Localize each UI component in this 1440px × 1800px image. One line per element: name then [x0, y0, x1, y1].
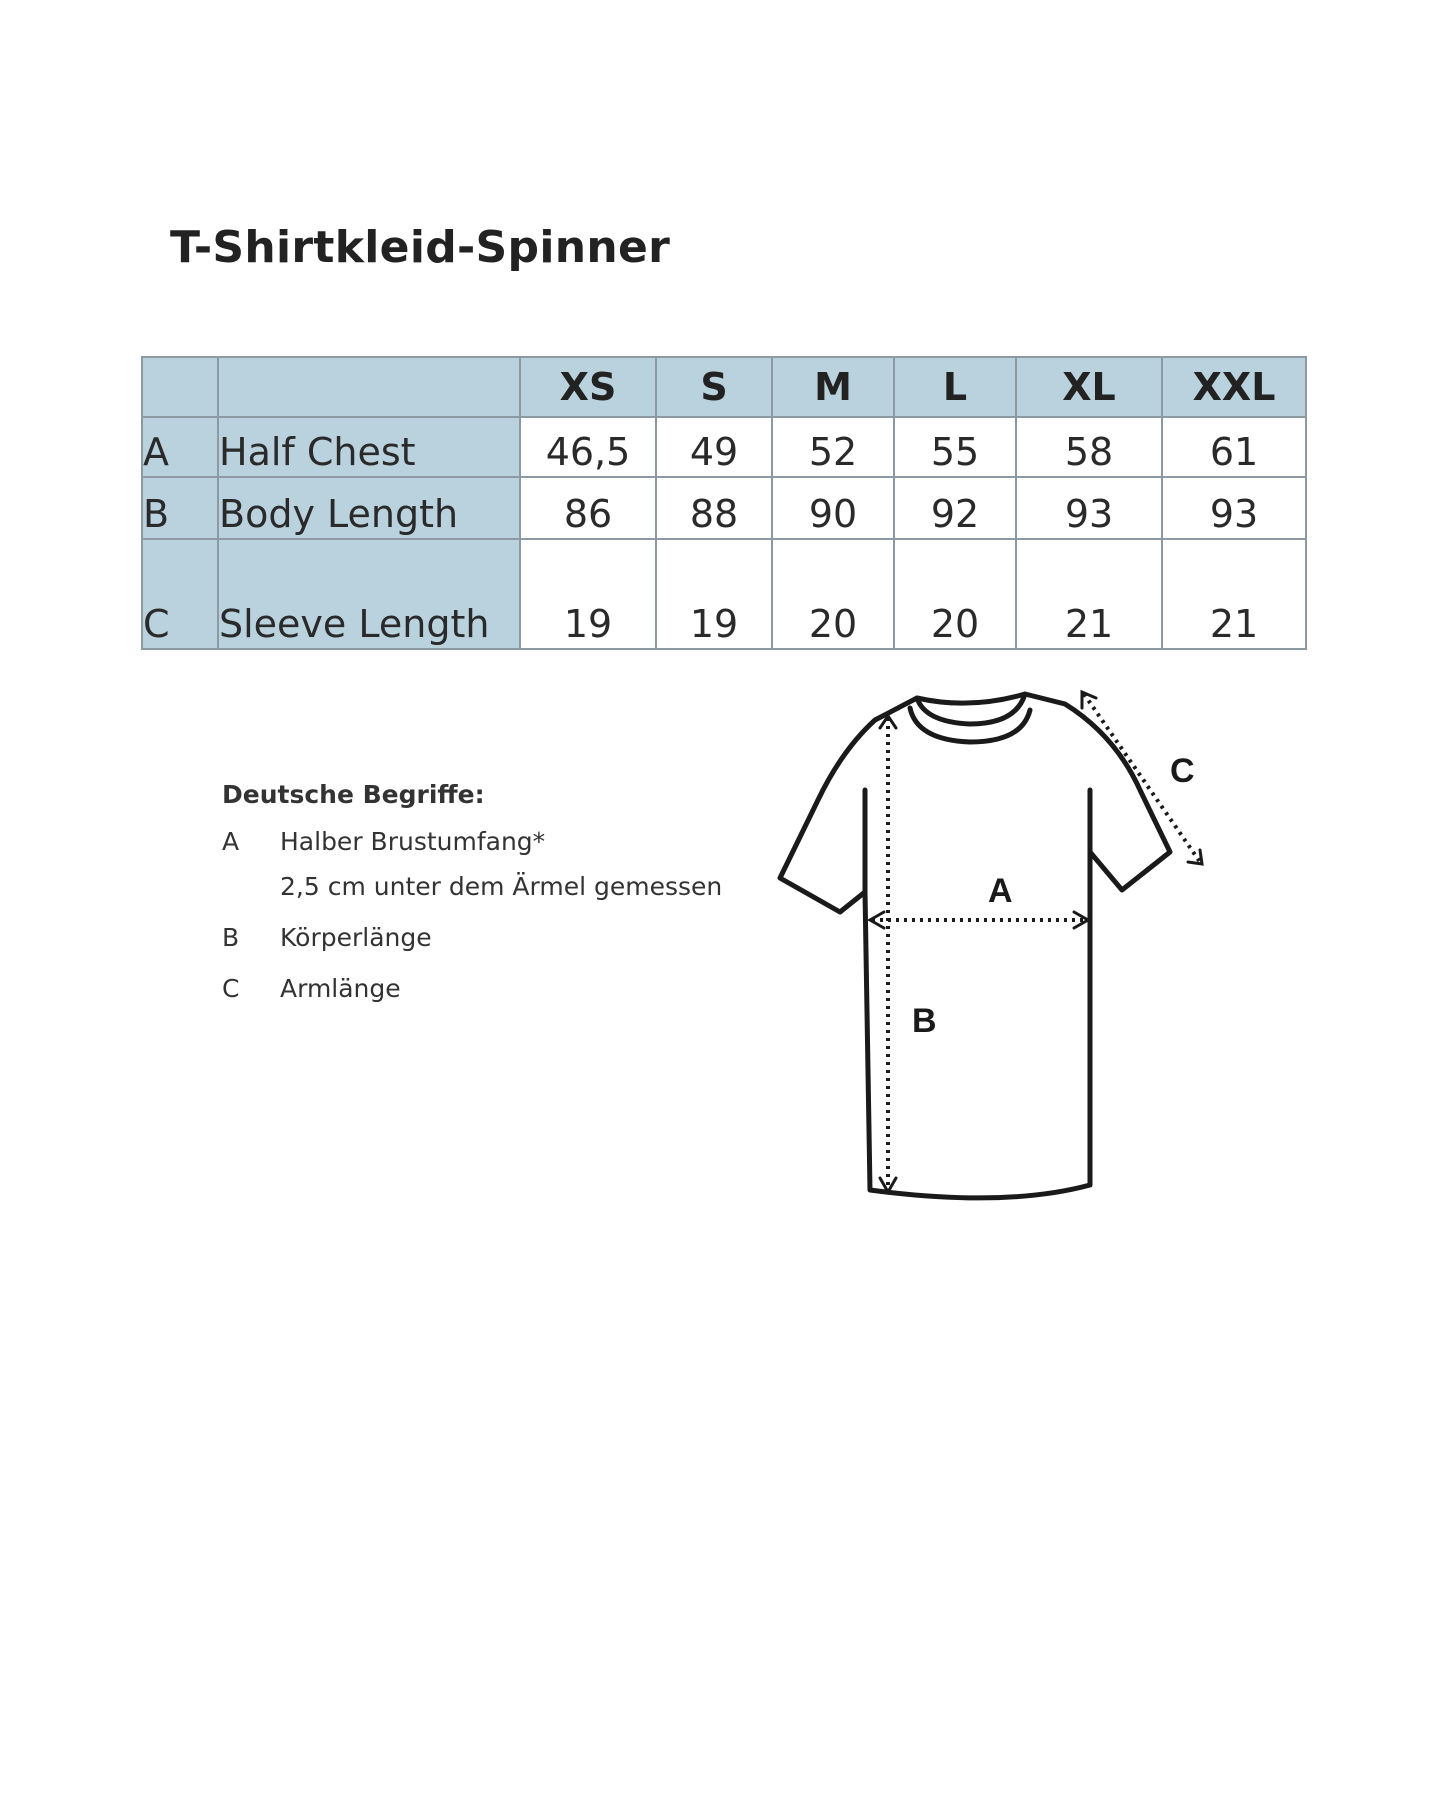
size-header: XXL [1162, 357, 1306, 417]
legend-key: C [222, 974, 240, 1003]
table-cell: 61 [1162, 417, 1306, 477]
table-cell: 19 [520, 539, 656, 649]
shirt-outline [780, 694, 1170, 1198]
size-header: XS [520, 357, 656, 417]
legend-item [222, 923, 722, 952]
table-header-row [142, 357, 1306, 417]
tshirt-diagram [760, 680, 1240, 1220]
diagram-label-a: A [988, 872, 1013, 910]
header-blank-label [218, 357, 520, 417]
size-header: L [894, 357, 1016, 417]
size-header: M [772, 357, 894, 417]
row-letter: A [142, 417, 218, 477]
table-cell: 90 [772, 477, 894, 539]
row-label: Sleeve Length [218, 539, 520, 649]
page-title: T-Shirtkleid-Spinner [170, 222, 671, 273]
legend-note: 2,5 cm unter dem Ärmel gemessen [280, 872, 723, 901]
diagram-label-b: B [912, 1002, 937, 1040]
table-row [142, 539, 1306, 649]
table-cell: 55 [894, 417, 1016, 477]
row-letter: B [142, 477, 218, 539]
row-letter: C [142, 539, 218, 649]
table-cell: 93 [1162, 477, 1306, 539]
table-row [142, 417, 1306, 477]
table-cell: 52 [772, 417, 894, 477]
table-cell: 86 [520, 477, 656, 539]
table-cell: 88 [656, 477, 772, 539]
legend-title: Deutsche Begriffe: [222, 780, 485, 809]
table-cell: 19 [656, 539, 772, 649]
row-label: Body Length [218, 477, 520, 539]
header-blank-letter [142, 357, 218, 417]
table-cell: 20 [772, 539, 894, 649]
table-row [142, 477, 1306, 539]
table-cell: 21 [1162, 539, 1306, 649]
table-cell: 21 [1016, 539, 1162, 649]
size-table [141, 356, 1307, 650]
legend [222, 780, 722, 1025]
table-cell: 49 [656, 417, 772, 477]
legend-text [280, 827, 722, 901]
size-header: XL [1016, 357, 1162, 417]
arrowhead [1082, 692, 1096, 708]
legend-term: Halber Brustumfang* [280, 827, 546, 856]
legend-key: A [222, 827, 240, 856]
legend-term: Körperlänge [280, 923, 432, 952]
table-cell: 20 [894, 539, 1016, 649]
table-cell: 46,5 [520, 417, 656, 477]
legend-key: B [222, 923, 240, 952]
legend-term: Armlänge [280, 974, 401, 1003]
diagram-label-c: C [1170, 752, 1195, 790]
table-cell: 58 [1016, 417, 1162, 477]
table-cell: 92 [894, 477, 1016, 539]
legend-item [222, 974, 722, 1003]
row-label: Half Chest [218, 417, 520, 477]
table-cell: 93 [1016, 477, 1162, 539]
size-header: S [656, 357, 772, 417]
legend-item [222, 827, 722, 901]
